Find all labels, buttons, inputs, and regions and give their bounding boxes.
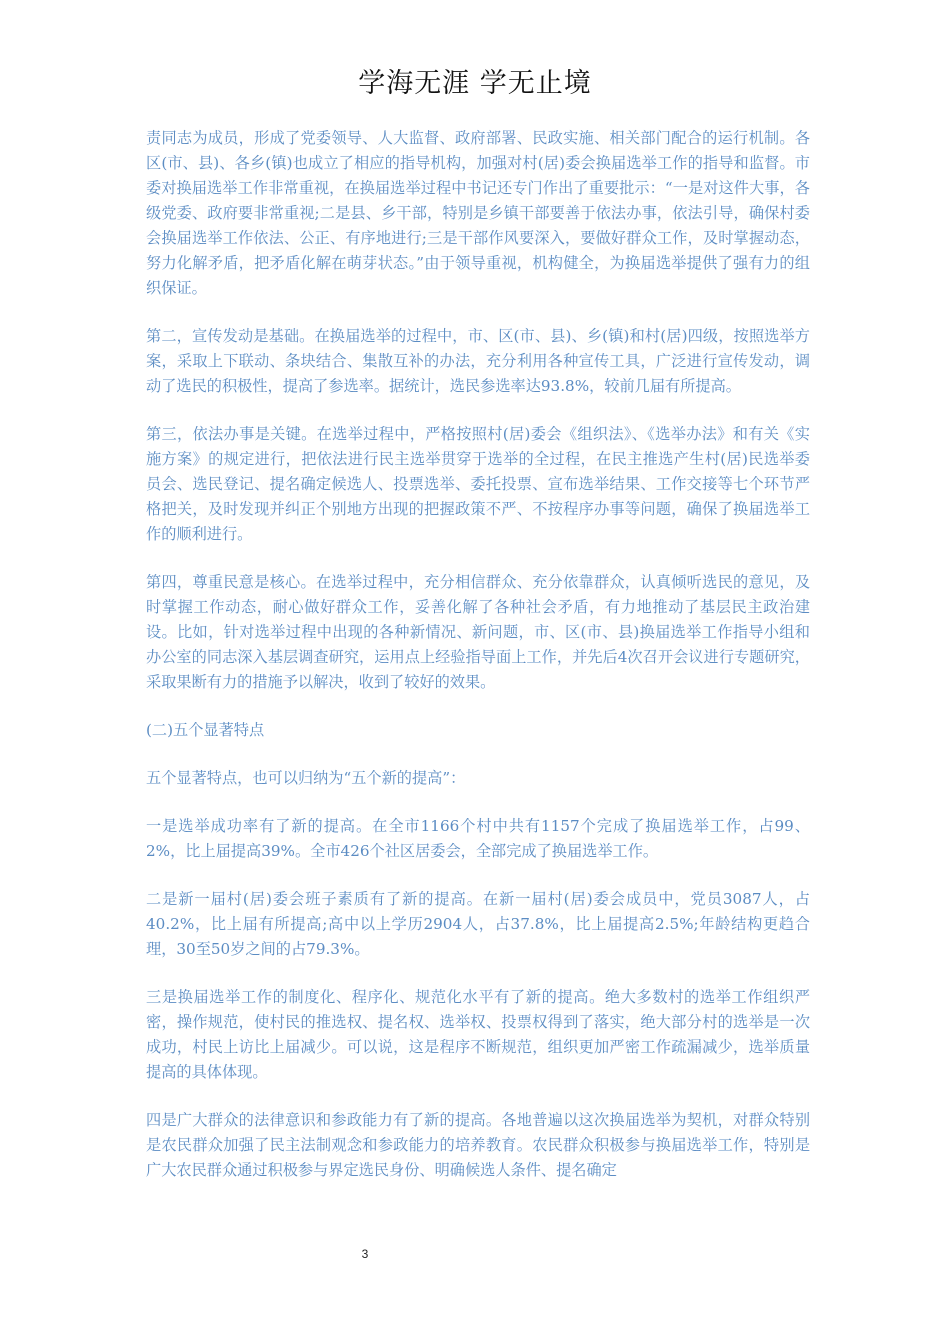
paragraph-five-features-intro: 五个显著特点，也可以归纳为“五个新的提高”：	[146, 769, 466, 787]
paragraph-feature-four: 四是广大群众的法律意识和参政能力有了新的提高。各地普遍以这次换届选举为契机，对群众特别是农民群众加强了民主法制观念和参政能力的培养教育。农民群众积极参与换届选举工作，特别是广大农民群众通过积极参与界定选民身份、明确候选人条件、提名确定	[146, 1111, 810, 1179]
paragraph-feature-three: 三是换届选举工作的制度化、程序化、规范化水平有了新的提高。绝大多数村的选举工作组织严密，操作规范，使村民的推选权、提名权、选举权、投票权得到了落实，绝大部分村的选举是一次成功，村民上访比上届减少。可以说，这是程序不断规范，组织更加严密工作疏漏减少，选举质量提高的具体体现。	[146, 988, 810, 1081]
page-header-title: 学海无涯 学无止境	[358, 68, 592, 99]
document-body	[146, 126, 810, 1206]
paragraph-feature-two: 二是新一届村(居)委会班子素质有了新的提高。在新一届村(居)委会成员中，党员3087人，占40.2%，比上届有所提高;高中以上学历2904人，占37.8%，比上届提高2.5%;年龄结构更趋合理，30至50岁之间的占79.3%。	[146, 890, 810, 958]
paragraph-leadership: 责同志为成员，形成了党委领导、人大监督、政府部署、民政实施、相关部门配合的运行机制。各区(市、县)、各乡(镇)也成立了相应的指导机构，加强对村(居)委会换届选举工作的指导和监督。市委对换届选举工作非常重视，在换届选举过程中书记还专门作出了重要批示：“一是对这件大事，各级党委、政府要非常重视;二是县、乡干部，特别是乡镇干部要善于依法办事，依法引导，确保村委会换届选举工作依法、公正、有序地进行;三是干部作风要深入，要做好群众工作，及时掌握动态，努力化解矛盾，把矛盾化解在萌芽状态。”由于领导重视，机构健全，为换届选举提供了强有力的组织保证。	[146, 129, 810, 297]
section-heading-five-features: (二)五个显著特点	[146, 721, 265, 739]
page-number: 3	[361, 1247, 369, 1261]
paragraph-third-law: 第三，依法办事是关键。在选举过程中，严格按照村(居)委会《组织法》、《选举办法》和有关《实施方案》的规定进行，把依法进行民主选举贯穿于选举的全过程，在民主推选产生村(居)民选举委员会、选民登记、提名确定候选人、投票选举、委托投票、宣布选举结果、工作交接等七个环节严格把关，及时发现并纠正个别地方出现的把握政策不严、不按程序办事等问题，确保了换届选举工作的顺利进行。	[146, 425, 810, 543]
paragraph-feature-one: 一是选举成功率有了新的提高。在全市1166个村中共有1157个完成了换届选举工作，占99、2%，比上届提高39%。全市426个社区居委会，全部完成了换届选举工作。	[146, 817, 810, 860]
paragraph-fourth-public-opinion: 第四，尊重民意是核心。在选举过程中，充分相信群众、充分依靠群众，认真倾听选民的意见，及时掌握工作动态，耐心做好群众工作，妥善化解了各种社会矛盾，有力地推动了基层民主政治建设。比如，针对选举过程中出现的各种新情况、新问题，市、区(市、县)换届选举工作指导小组和办公室的同志深入基层调查研究，运用点上经验指导面上工作，并先后4次召开会议进行专题研究，采取果断有力的措施予以解决，收到了较好的效果。	[146, 573, 810, 691]
paragraph-second-publicity: 第二，宣传发动是基础。在换届选举的过程中，市、区(市、县)、乡(镇)和村(居)四级，按照选举方案，采取上下联动、条块结合、集散互补的办法，充分利用各种宣传工具，广泛进行宣传发动，调动了选民的积极性，提高了参选率。据统计，选民参选率达93.8%，较前几届有所提高。	[146, 327, 810, 395]
